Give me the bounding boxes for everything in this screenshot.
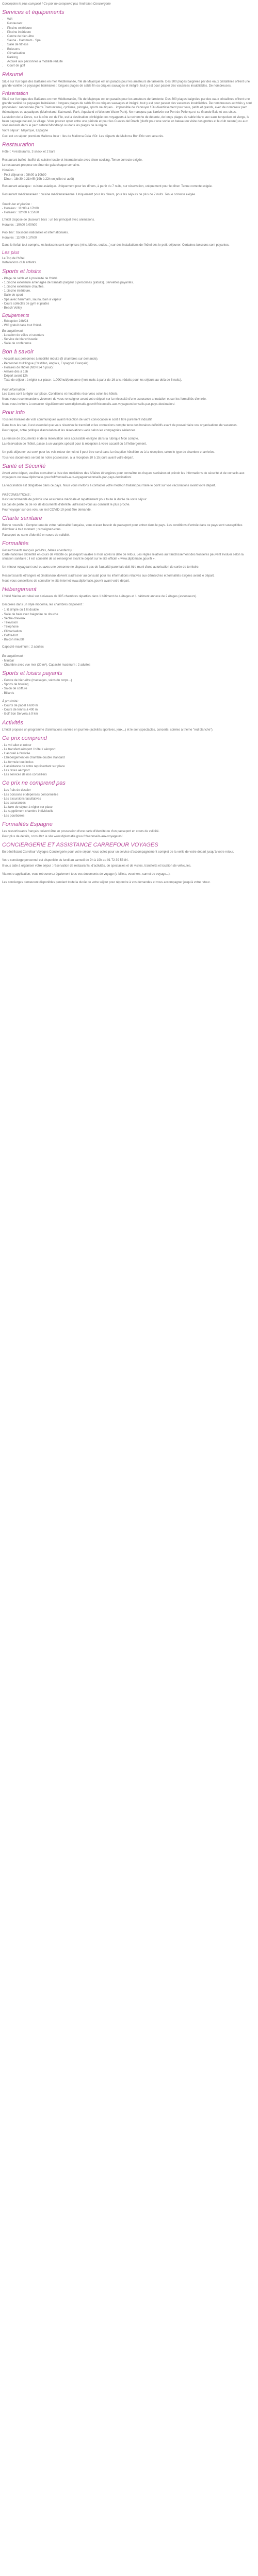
- preconisations-label: PRÉCONISATIONS :: [2, 494, 31, 497]
- espagne-paragraph: Pour plus de détails, consultez le site www.diplomatie.gouv.fr/fr/conseils-aux-voyageurs/.: [2, 835, 123, 838]
- intro-note: Conception le plus composé ! Ce prix ne comprend pas l'entretien Conciergerie: [2, 3, 111, 6]
- resume-title: Résumé: [2, 71, 23, 78]
- sports-payants-line: - Salon de coiffure: [2, 687, 27, 691]
- list-item: • Piscine intérieure: [7, 30, 254, 35]
- comprend-line: - L'assistance de notre représentant sur place: [2, 765, 65, 768]
- comprend-line: - Les taxes aéroport: [2, 769, 30, 772]
- formalites-paragraph: Un mineur voyageant seul ou avec une personne ne disposant pas de l'autorité parentale doit être muni d'une autorisation de sortie de territoire.: [2, 566, 200, 569]
- formalites-label: Ressortissants français (adultes, bébés et enfants) :: [2, 549, 74, 552]
- sports-section: [2, 268, 254, 346]
- les-plus-title: Les plus: [2, 250, 20, 256]
- les-plus-line: Installations club enfants.: [2, 261, 37, 265]
- restauration-paragraph: Restaurant buffet : buffet de cuisine locale et internationale avec show cooking. Tenue correcte exigée.: [2, 159, 143, 162]
- supplement-line: - Location de vélos et scooters: [2, 333, 44, 337]
- hebergement-line: - Télévision: [2, 621, 18, 625]
- snack-line: - Horaires : 11h00 à 17h00: [2, 207, 39, 210]
- hebergement-line: - Chambre avec vue mer (30 m²), Capacité maximum : 2 adultes: [2, 663, 91, 667]
- presentation-paragraph: La station de la Cores, sur la côte est de l'île, est la destination privilégiée des voyageurs à la recherche de détente, de longs plages de sable blanc aux eaux turquoises et vierge, le beau paysage naturel, le village. Vous pouvez opter entre une période et pour les Cuevas del Drach (plutôt pour une sortie en bateau ou visite des grottes et le club naturel) ou aux sites naturels dans le parc naturel Mondragó ou dans les plages de la région.: [2, 115, 250, 128]
- prix-comprend-section: [2, 735, 254, 777]
- list-item: • Wifi: [7, 18, 254, 22]
- bon-paragraph: Nous vous recommandons vivement de vous renseigner avant votre départ sur la nécessité d'une assurance annulation et sur les formalités d'entrée.: [2, 398, 207, 401]
- hebergement-line: - Balcon meublé: [2, 638, 25, 641]
- presentation-paragraph: Situé sur l'un tique des Baléares en mer Méditerranée, l'île de Majorque est un paradis pour les amateurs de farniente. Des 300 plages baignées par des eaux cristallines offrent une grande variété de paysages balnéaires : longues plages de sable fin ou criques sauvages et intégré, tout y est pour passer des vacances inoubliables. De nombreuses activités y sont proposées : randonnée (Serra Tramuntana), cyclisme, plongée, sports nautiques... impossible de s'ennuyer ! Du divertissement pour tous, petits et grands, avec de nombreux parc thématiques ou aquatiques (Marineland, Katmandu Park, Aqualand et Western Water Park). Ne manquez pas l'arrivée sur Port de Pollença et sa Grande Baie et ses côtes.: [2, 98, 252, 114]
- list-item: • Restaurant: [7, 22, 254, 26]
- hebergement-line: - Sèche-cheveux: [2, 617, 26, 620]
- conciergerie-paragraph: Il vous aide à organiser votre séjour : réservation de restaurants, d'activités, de spectacles et de visites, transferts et location de véhicules.: [2, 864, 191, 868]
- pour-info-title: Pour info: [2, 410, 25, 416]
- bon-a-savoir-title: Bon à savoir: [2, 349, 34, 355]
- supplement-line: - Service de blanchisserie: [2, 337, 38, 341]
- sports-payants-title: Sports et loisirs payants: [2, 670, 62, 676]
- list-item: • Salle de fitness: [7, 43, 254, 47]
- hebergement-paragraph: Capacité maximum : 2 adultes: [2, 646, 44, 649]
- services-title: Services et équipements: [2, 9, 64, 16]
- conciergerie-paragraph: Via notre application, vous retrouverez également tous vos documents de voyage (e-billets, vouchers, carnet de voyage...).: [2, 872, 171, 876]
- activites-paragraph: L'hôtel propose un programme d'animations variées en journée (activités sportives, jeux...) et le soir (spectacles, concerts, soirées à thème "red blanche").: [2, 728, 214, 732]
- hebergement-line: - Minibar: [2, 659, 14, 663]
- supplement-label: En supplément :: [2, 329, 25, 333]
- sports-payants-section: [2, 670, 254, 717]
- hebergement-section: [2, 586, 254, 667]
- list-item: • Piscine extérieure: [7, 26, 254, 30]
- bon-a-savoir-section: [2, 349, 254, 406]
- bon-line: - Accueil aux personnes à mobilité réduite (5 chambres sur demande).: [2, 358, 99, 361]
- resume-section: [2, 72, 254, 139]
- hebergement-line: - Salle de bain avec baignoire ou douche: [2, 613, 58, 616]
- comprend-line: - La formule tout inclus: [2, 760, 34, 764]
- info-paragraph: La réservation de l'hôtel, passe à un vrai prix spécial pour la réception à votre accueil ou à l'hébergement.: [2, 443, 147, 446]
- horaires-line: - Dîner : 18h30 à 21h45 (19h à 22h en juillet et août): [2, 177, 74, 181]
- charte-title: Charte sanitaire: [2, 515, 42, 522]
- conciergerie-paragraph: En bénéficiant Carrefour Voyages Conciergerie pour votre séjour, vous optez pour un service d'accompagnement complet de la veille de votre départ jusqu'à votre retour.: [2, 851, 234, 854]
- equipements-line: - Wifi gratuit dans tout l'hôtel.: [2, 324, 42, 328]
- formalites-espagne-title: Formalités Espagne: [2, 821, 53, 827]
- bon-line: - Taxe de séjour : à régler sur place : 1,00€/nuit/personne (hors nuits à partir de 16 ans, réduits pour les séjours au-delà de 8 nuits).: [2, 379, 182, 382]
- list-item: • Parking: [7, 56, 254, 60]
- info-paragraph: Tous vos documents seront en notre possession, à la réception 10 à 15 jours avant votre départ.: [2, 456, 134, 460]
- sports-line: - Plage de sable et à proximité de l'hôtel.: [2, 277, 58, 280]
- equipements-title: Equipements: [2, 313, 29, 318]
- sante-paragraph: La vaccination est obligatoire dans ce pays. Nous vous invitons à contacter votre médecin traitant pour faire le point sur vos vaccinations avant votre départ.: [2, 484, 216, 488]
- proximite-line: - Cours de tennis à 400 m: [2, 708, 38, 712]
- list-item: • Court de golf: [7, 64, 254, 68]
- noncomprend-line: - Les assurances: [2, 801, 26, 805]
- sante-section: [2, 463, 254, 512]
- list-item: • Boissons: [7, 47, 254, 52]
- hebergement-line: - Coffre-fort: [2, 634, 18, 637]
- sante-paragraph: Il est recommandé de prévoir une assurance médicale et rapatriement pour toute la durée de votre séjour.: [2, 498, 148, 501]
- sports-title: Sports et loisirs: [2, 268, 41, 275]
- presentation-title: Présentation: [2, 91, 28, 96]
- pour-information-label: Pour information :: [2, 388, 27, 392]
- activites-title: Activités: [2, 719, 23, 726]
- sports-line: - Spa avec hammam, sauna, bain à vapeur: [2, 298, 61, 301]
- comprend-line: - Les services de nos conseillers: [2, 773, 47, 777]
- sante-title: Santé et Sécurité: [2, 463, 46, 469]
- formalites-paragraph: Nous vous conseillons de consulter le site internet www.diplomatie.gouv.fr avant votre départ.: [2, 579, 130, 583]
- bon-line: - Personnel multilingue (Castillan, Anglais, Espagnol, Français).: [2, 362, 89, 365]
- info-paragraph: Dans tous les cas, il est essentiel que vous réserviez le transfert et les connexions compte tenu des horaires définitifs avant de pouvoir faire vos organisations de vacances.: [2, 423, 238, 427]
- conciergerie-title: CONCIERGERIE ET ASSISTANCE CARREFOUR VOYAGES: [2, 842, 158, 849]
- noncomprend-line: - La taxe de séjour à régler sur place: [2, 806, 53, 809]
- restauration-title: Restauration: [2, 141, 35, 148]
- sports-line: - 1 piscine intérieure.: [2, 290, 31, 293]
- page: [0, 0, 258, 891]
- sports-payants-line: - Billards: [2, 691, 14, 695]
- comprend-line: - L'hébergement en chambre double standard: [2, 756, 65, 760]
- sports-line: - 1 piscine extérieure chauffée.: [2, 285, 44, 289]
- noncomprend-line: - Les excursions facultatives: [2, 797, 41, 801]
- list-item: • Accueil aux personnes à mobilité réduite: [7, 60, 254, 64]
- activites-section: [2, 720, 254, 732]
- sports-line: - 1 piscine extérieure aménagée de transats (largeur 6 personnes gratuits). Serviettes payantes.: [2, 281, 134, 284]
- noncomprend-line: - Les pourboires: [2, 814, 25, 818]
- list-item: • Centre de bien-être: [7, 35, 254, 39]
- bon-line: · Départ avant 12h: [2, 375, 28, 378]
- supplement-label: En supplément :: [2, 655, 25, 658]
- formalites-paragraph: Carte nationale d'identité en cours de validité ou passeport valable 6 mois après la date de retour. Les règles relatives au franchissement des frontières peuvent évoluer selon la situation sanitaire ; il est conseillé de se renseigner avant le départ sur le site officiel « www.diplomatie.gouv.fr ».: [2, 553, 244, 561]
- bon-paragraph: Nous vous invitons à consulter régulièrement www.diplomatie.gouv.fr/fr/conseils-aux-voyageurs/conseils-par-pays-destination/.: [2, 403, 175, 406]
- charte-paragraph: Passeport ou carte d'identité en cours de validité.: [2, 533, 70, 537]
- services-list: [2, 18, 254, 68]
- conciergerie-paragraph: Votre concierge personnel est disponible du lundi au samedi de 9h à 19h au 01 72 39 53 84.: [2, 859, 129, 862]
- pour-info-section: [2, 410, 254, 460]
- sante-paragraph: En cas de perte ou de vol de documents d'identité, adressez-vous au consulat le plus proche.: [2, 503, 131, 506]
- hebergement-paragraph: L'hôtel Marina est situé sur 4 niveaux de 395 chambres réparties dans 1 bâtiment de 4 étages et 1 bâtiment annexe de 2 étages (ascenseurs).: [2, 595, 198, 599]
- hebergement-line: - 1 lit simple ou 1 lit double: [2, 608, 39, 612]
- conciergerie-paragraph: Les concierges demeurent disponibles pendant toute la durée de votre séjour pour répondre à vos demandes et vous accompagner jusqu'à votre retour.: [2, 881, 211, 885]
- comprend-line: - Le vol aller et retour: [2, 743, 31, 747]
- restauration-paragraph: Le restaurant propose un dîner de gala chaque semaine.: [2, 164, 80, 167]
- formalites-paragraph: Ressortissants étrangers et binationaux doivent s'adresser au consulat pour les informations relatives aux démarches et formalités exigées avant le départ.: [2, 574, 215, 578]
- espagne-paragraph: Les ressortissants français doivent être en possession d'une carte d'identité ou d'un passeport en cours de validité.: [2, 829, 159, 833]
- formalites-espagne-section: [2, 821, 254, 839]
- bon-line: - Horaires de l'hôtel (NON 24 h pour) :: [2, 366, 55, 369]
- bon-paragraph: Les taxes sont à régler sur place. Conditions et modalités réservées selon les hôtels.: [2, 392, 119, 396]
- snack-label: Snack bar et piscine :: [2, 202, 32, 206]
- hebergement-line: - Climatisation: [2, 630, 22, 633]
- hebergement-title: Hébergement: [2, 586, 37, 593]
- presentation-paragraph: Votre séjour : Majorque, Espagne: [2, 129, 49, 133]
- restauration-paragraph: Hôtel : 4 restaurants, 3 snack et 2 bars: [2, 150, 56, 154]
- resume-paragraph: Situé sur l'un tique des Baléares en mer Méditerranée, l'île de Majorque est un paradis pour les amateurs de farniente. Des 300 plages baignées par des eaux cristallines offrent une grande variété de paysages balnéaires : longues plages de sable fin ou criques sauvages et intégré, tout y est pour passer des vacances inoubliables. De nombreuses.: [2, 80, 250, 88]
- restauration-paragraph: Restaurant asiatique : cuisine asiatique. Uniquement pour les dîners, à partir du 7 nuits, sur réservation, uniquement pour le dîner. Tenue correcte exigée.: [2, 185, 213, 189]
- prix-ne-comprend-pas-title: Ce prix ne comprend pas: [2, 780, 66, 787]
- equipements-line: - Réception 24h/24: [2, 320, 28, 324]
- restauration-paragraph: Restaurant méditerranéen : cuisine méditerranéenne. Uniquement pour les dîners, pour les séjours de plus de 7 nuits. Tenue correcte exigée.: [2, 193, 196, 197]
- sports-line: - Cours collectifs de gym et pilates: [2, 302, 50, 306]
- hebergement-paragraph: Décorées dans un style moderne, les chambres disposent :: [2, 603, 84, 607]
- list-item: • Sauna · Hammam · Spa: [7, 39, 254, 43]
- formalites-title: Formalités: [2, 540, 29, 547]
- sports-line: - Salle de sport: [2, 294, 23, 297]
- presentation-paragraph: Ceci est un séjour premium Mallorca Inter : Iles de Mallorca Cala d'Or. Les départs de Mallorca Bon Prix sont assurés.: [2, 134, 164, 138]
- comprend-line: - L'accueil à l'arrivée: [2, 752, 30, 756]
- restauration-section: [2, 142, 254, 265]
- hebergement-line: - Téléphone: [2, 625, 19, 629]
- proximite-label: À proximité :: [2, 700, 20, 703]
- restauration-paragraph: Pool bar : boissons nationales et internationales.: [2, 231, 69, 234]
- comprend-line: - Le transfert aéroport / hôtel / aéroport: [2, 748, 56, 751]
- sante-paragraph: Avant votre départ, veuillez consulter la liste des ministères des Affaires étrangères pour connaître les risques sanitaires et prévoir les informations de sécurité et de conseils aux voyageurs ou www.diplomatie.gouv.fr/fr/conseils-aux-voyageurs/conseils-par-pays-destination/.: [2, 471, 245, 480]
- info-paragraph: Tous les horaires de vols communiqués avant réception de votre convocation le sont à titre purement indicatif.: [2, 418, 153, 422]
- noncomprend-line: - Le supplément chambre individuelle: [2, 810, 54, 814]
- sports-payants-line: - Centre de bien-être (massages, soins du corps...): [2, 679, 72, 682]
- les-plus-line: Le Top de l'hôtel: [2, 257, 25, 261]
- prix-comprend-title: Ce prix comprend: [2, 735, 47, 741]
- info-paragraph: La remise de documents et de la réservation sera accessible en ligne dans la rubrique Mon compte.: [2, 437, 139, 441]
- bar-line: Horaires : 10h00 à 00h00: [2, 224, 37, 227]
- info-paragraph: Pour rappel, notre politique d'annulation et les réservations varie selon les compagnies aériennes.: [2, 429, 136, 432]
- formalites-section: [2, 540, 254, 583]
- horaires-line: - Petit déjeuner : 08h00 à 10h30: [2, 173, 46, 177]
- proximite-line: - Courts de padel à 600 m: [2, 704, 38, 707]
- restauration-paragraph: L'hôtel dispose de plusieurs bars : un bar principal avec animations.: [2, 218, 95, 222]
- sports-payants-line: - Sports de bowling: [2, 683, 29, 687]
- supplement-line: - Salle de conférence: [2, 342, 31, 346]
- charte-paragraph: Bonne nouvelle : Compte tenu de votre nationalité française, vous n'avez besoin de passeport pour entrer dans le pays. Les conditions d'entrée dans ce pays sont susceptibles d'évoluer à tout moment ; renseignez-vous.: [2, 524, 243, 532]
- info-paragraph: Un petit-déjeuner est servi pour les vols retour de nuit et il peut être servi dans la réception hôtelière ou à la réception, selon le type de chambre et arrivées.: [2, 451, 215, 454]
- noncomprend-line: - Les boissons et dépenses personnelles: [2, 793, 58, 796]
- services-section: [2, 9, 254, 68]
- bar-line: Horaires : 11h00 à 17h00: [2, 236, 37, 240]
- prix-ne-comprend-pas-section: [2, 780, 254, 818]
- horaires-label: Horaires :: [2, 169, 16, 173]
- sports-line: - Beach Volley: [2, 306, 22, 310]
- snack-line: - Horaires : 12h00 à 15h30: [2, 211, 39, 214]
- sante-paragraph: Pour voyager sur ces vols, un test COVID-19 peut être demandé.: [2, 509, 92, 512]
- bon-line: · Arrivée dès à 16h: [2, 370, 28, 374]
- charte-section: [2, 515, 254, 537]
- noncomprend-line: - Les frais de dossier: [2, 789, 31, 792]
- restauration-paragraph: Dans le forfait tout compris, les boissons sont comprises (vins, bières, sodas...) sur des installations de l'hôtel dès le petit-déjeuner. Certaines boissons sont payantes.: [2, 243, 230, 247]
- list-item: • Climatisation: [7, 52, 254, 56]
- proximite-line: - Golf Son Servera à 9 km: [2, 713, 38, 716]
- conciergerie-section: [2, 842, 254, 885]
